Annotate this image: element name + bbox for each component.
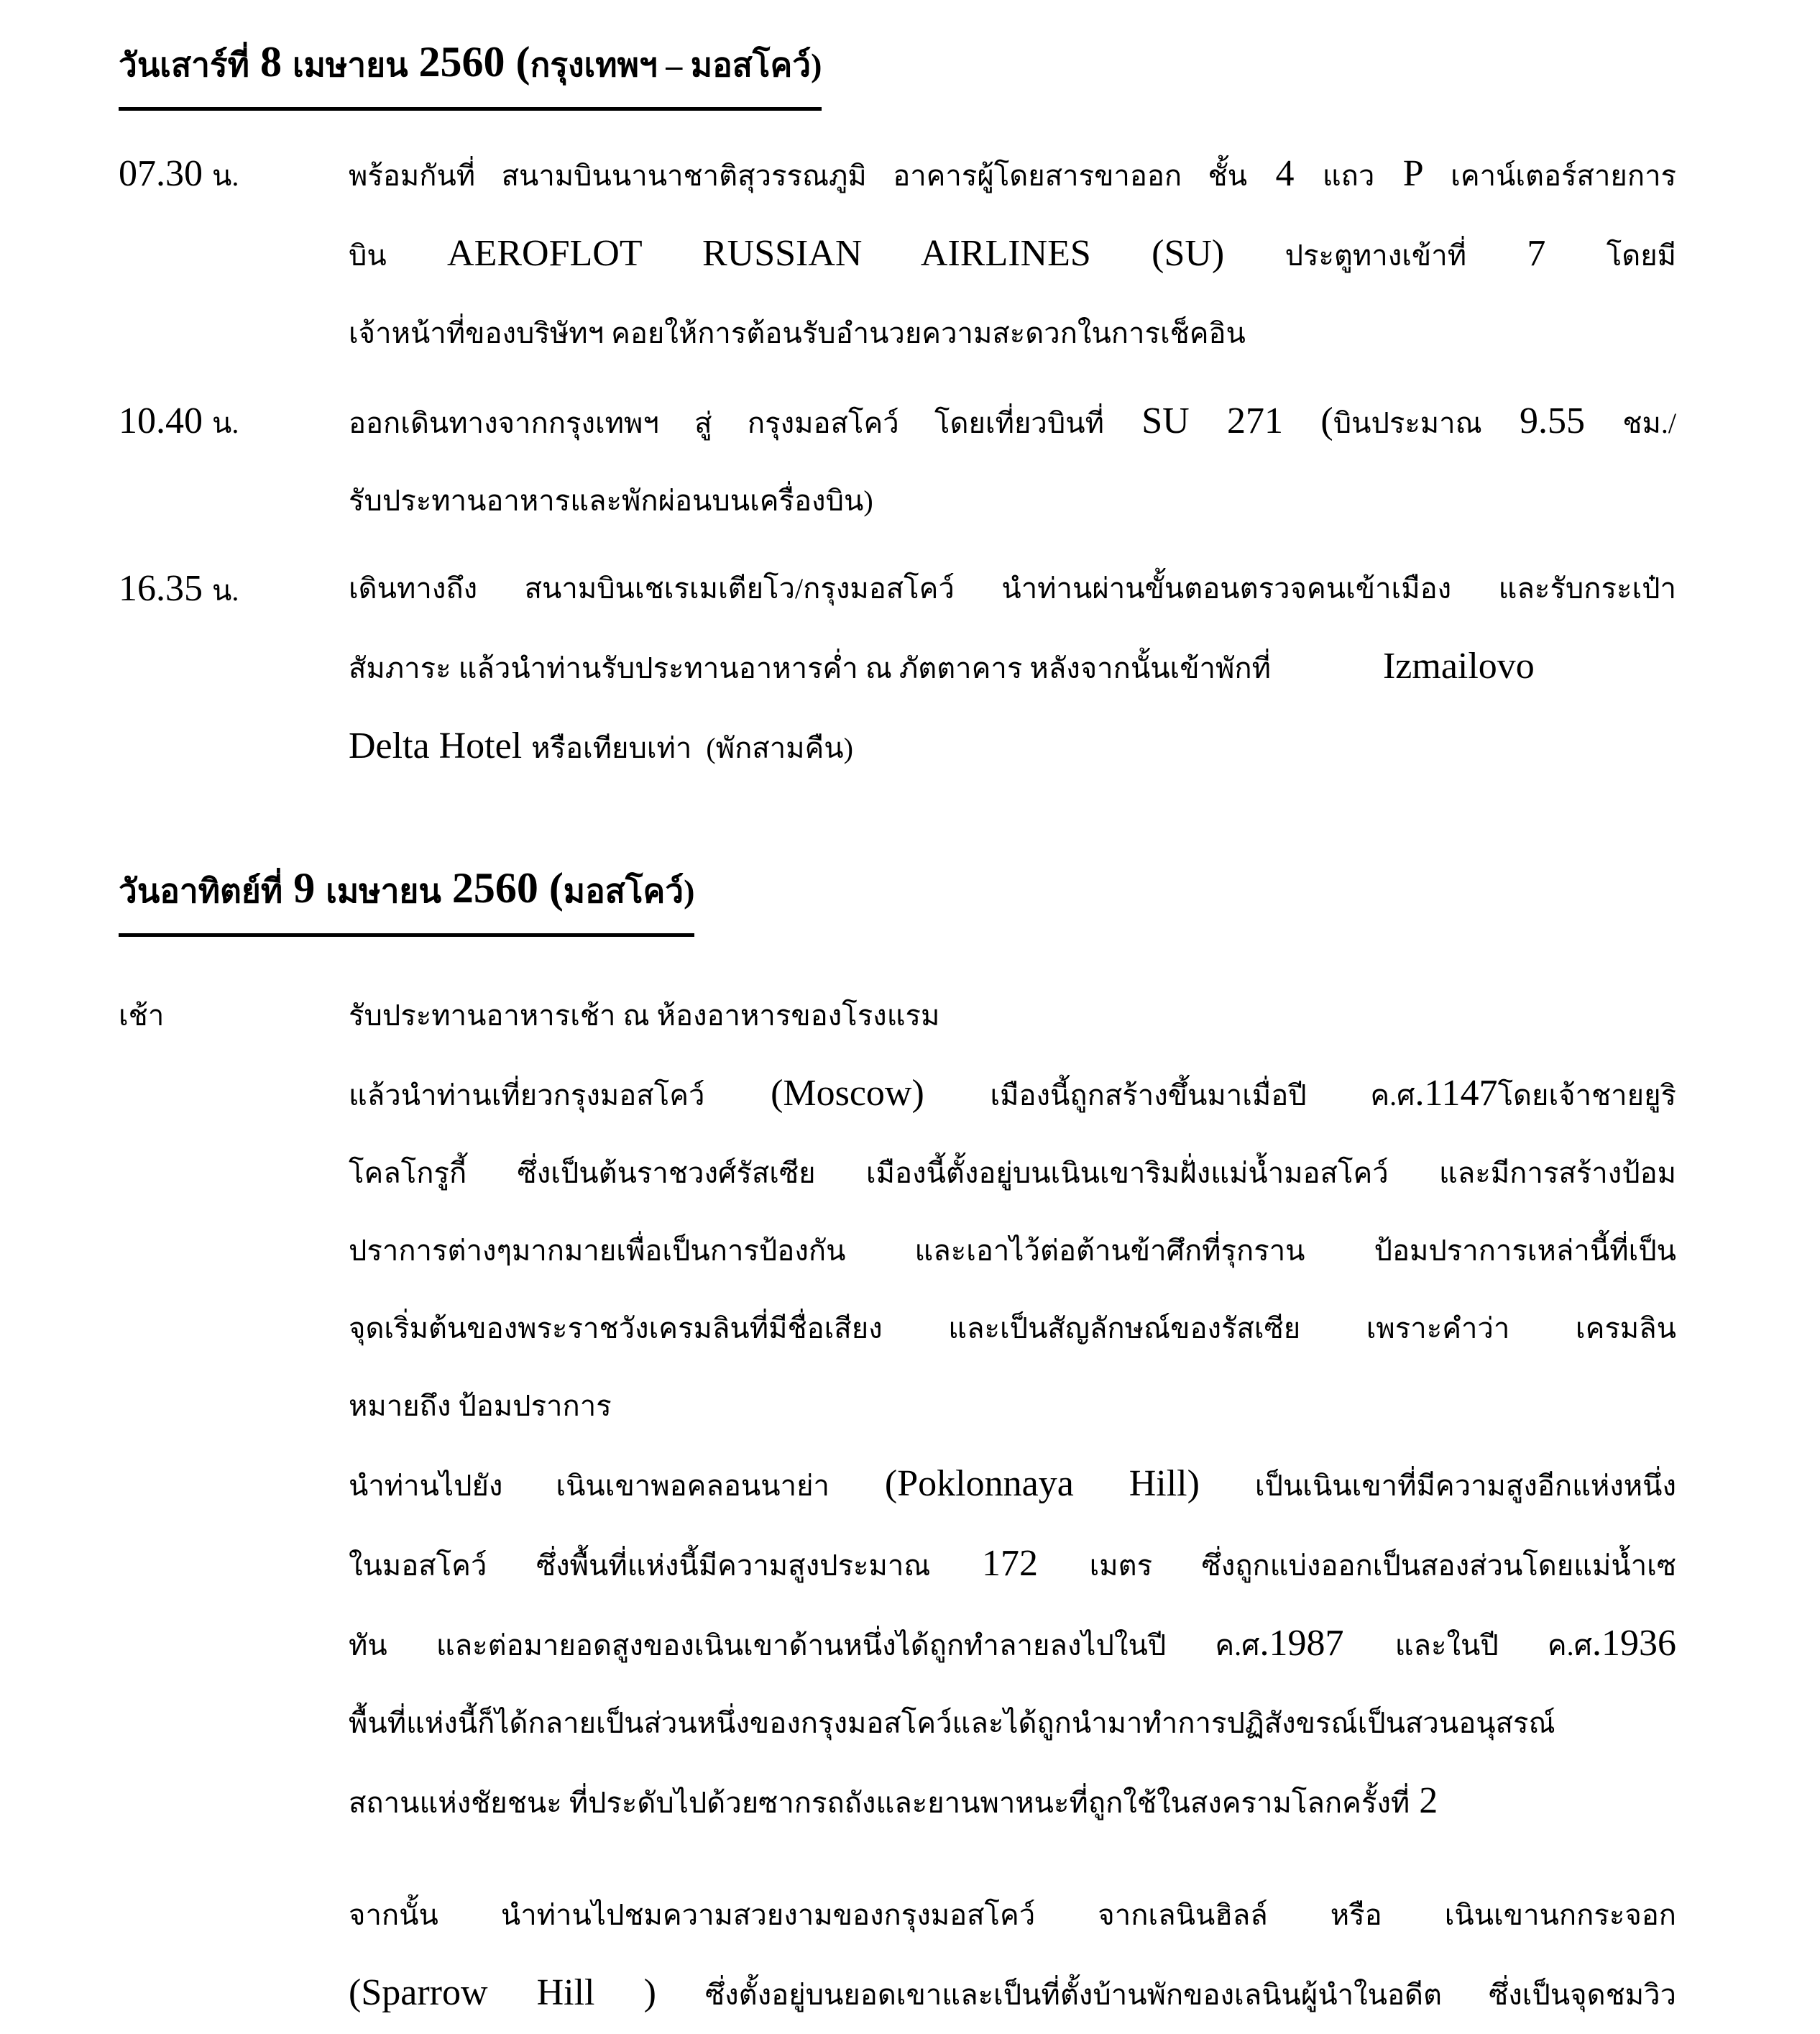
text-run: ห้องอาหารของโรงแรม xyxy=(656,999,940,1032)
text-run: กรุงมอสโคว์ xyxy=(747,407,899,439)
text-run xyxy=(1182,160,1208,192)
text-run xyxy=(615,999,622,1032)
text-run: พักสามคืน xyxy=(715,732,844,764)
text-run: และมีการสร้างป้อม xyxy=(1439,1157,1676,1189)
paragraph-line xyxy=(349,1954,1676,2034)
text-run: ปราการต่างๆมากมายเพื่อเป็นการป้องกัน xyxy=(349,1234,846,1267)
text-run: น xyxy=(212,407,232,439)
text-run: ค xyxy=(1215,1629,1235,1662)
text-run: น xyxy=(212,574,232,607)
text-run: Izmailovo xyxy=(1270,646,1535,687)
text-run: 7 xyxy=(1466,233,1607,274)
paragraph-line xyxy=(349,977,1676,1055)
itinerary-entry xyxy=(119,1877,1676,2034)
text-run: นำท่านผ่านขั้นตอนตรวจคนเข้าเมือง xyxy=(1001,572,1452,605)
text-run: เจ้าหน้าที่ของบริษัทฯ xyxy=(349,317,605,349)
paragraph-line xyxy=(349,382,1676,462)
paragraph-line xyxy=(349,1135,1676,1212)
text-run: เคาน์เตอร์สายการ xyxy=(1451,160,1677,192)
text-run: เช้า xyxy=(119,999,165,1032)
text-run: เมืองนี้ถูกสร้างขึ้นมาเมื่อปี xyxy=(990,1079,1307,1112)
text-run: P xyxy=(1374,153,1451,194)
text-run xyxy=(1022,652,1029,684)
text-run: ชั้น xyxy=(1208,160,1248,192)
text-run: ในมอสโคว์ xyxy=(349,1549,487,1582)
text-run: ( xyxy=(691,732,716,764)
text-run xyxy=(1389,1157,1439,1189)
text-run: จากนั้น xyxy=(349,1899,438,1931)
text-run: 2560 ( xyxy=(441,864,564,912)
text-run: แถว xyxy=(1322,160,1375,192)
text-run xyxy=(1509,1312,1576,1344)
paragraph-line xyxy=(349,1525,1676,1605)
text-run: สนามบินนานาชาติสุวรรณภูมิ xyxy=(501,160,867,192)
text-run: 2 xyxy=(1410,1780,1438,1821)
text-run: .1987 xyxy=(1259,1623,1395,1664)
text-run: หรือเทียบเท่า xyxy=(531,732,692,764)
text-run xyxy=(899,407,934,439)
text-run: นำท่านไปชมความสวยงามของกรุงมอสโคว์ xyxy=(500,1899,1036,1931)
text-run: คอยให้การต้อนรับอำนวยความสะดวกในการเช็คอิน xyxy=(611,317,1246,349)
text-run: และต่อมายอดสูงของเนินเขาด้านหนึ่งได้ถูกทำลายลงไปในปี xyxy=(436,1629,1167,1662)
text-run: . xyxy=(231,574,239,607)
text-run: 07.30 xyxy=(119,153,212,194)
paragraph-line xyxy=(349,1445,1676,1525)
text-run: น xyxy=(212,160,232,192)
text-run: เนินเขานกกระจอก xyxy=(1444,1899,1676,1931)
text-run: .1936 xyxy=(1592,1623,1677,1664)
text-run: พร้อมกันที่ xyxy=(349,160,476,192)
text-run: เนินเขาพอคลอนนาย่า xyxy=(556,1470,829,1502)
text-run: วันเสาร์ที่ xyxy=(119,47,249,83)
text-run: มอสโคว์ xyxy=(563,873,684,910)
text-run xyxy=(477,572,525,605)
text-run: 16.35 xyxy=(119,568,212,609)
text-run: ที่ประดับไปด้วยซากรถถังและยานพาหนะที่ถูกใช้ในสงครามโลกครั้งที่ xyxy=(569,1787,1410,1819)
entry-content xyxy=(349,977,1676,1842)
text-run: นำท่านไปยัง xyxy=(349,1470,503,1502)
day-heading-text xyxy=(119,849,694,937)
text-run xyxy=(487,1549,536,1582)
text-run xyxy=(387,1629,436,1662)
text-run: ณ xyxy=(622,999,650,1032)
day-heading xyxy=(119,849,1676,937)
paragraph-line xyxy=(349,135,1676,215)
entry-content xyxy=(349,1877,1676,2034)
text-run: ) xyxy=(684,873,695,910)
text-run: กรุงมอสโคว์ xyxy=(803,572,955,605)
text-run: ออกเดินทางจากกรุงเทพฯ xyxy=(349,407,659,439)
text-run xyxy=(1268,1899,1330,1931)
paragraph-line xyxy=(349,550,1676,628)
text-run: ทัน xyxy=(349,1629,387,1662)
text-run: เมษายน xyxy=(292,47,408,83)
text-run xyxy=(1499,1629,1548,1662)
paragraph-line xyxy=(349,628,1676,707)
paragraph-line xyxy=(349,1290,1676,1368)
text-run: ค xyxy=(1370,1079,1390,1112)
text-run xyxy=(712,407,748,439)
text-run xyxy=(867,160,893,192)
text-run: . xyxy=(1566,1629,1574,1662)
time-label xyxy=(119,135,349,215)
text-run xyxy=(1307,1079,1371,1112)
text-run: สนามบินเชเรเมเตียโว xyxy=(524,572,795,605)
text-run: สู่ xyxy=(694,407,712,439)
text-run xyxy=(1166,1629,1215,1662)
text-run: / xyxy=(794,572,804,605)
text-run: . xyxy=(231,407,239,439)
text-run: เมษายน xyxy=(326,873,441,910)
text-run: ประตูทางเข้าที่ xyxy=(1284,239,1467,272)
text-run: แล้วนำท่านเที่ยวกรุงมอสโคว์ xyxy=(349,1079,705,1112)
text-run: และเป็นสัญลักษณ์ของรัสเซีย xyxy=(948,1312,1301,1344)
text-run: 2560 ( xyxy=(408,38,530,86)
text-run: 8 xyxy=(249,38,293,86)
text-run: เป็นเนินเขาที่มีความสูงอีกแห่งหนึ่ง xyxy=(1254,1470,1677,1502)
text-run xyxy=(451,652,459,684)
text-run: ซึ่งเป็นต้นราชวงศ์รัสเซีย xyxy=(517,1157,816,1189)
text-run: เดินทางถึง xyxy=(349,572,478,605)
paragraph-line xyxy=(349,1877,1676,1954)
text-run xyxy=(892,652,899,684)
text-run: สัมภาระ xyxy=(349,652,451,684)
text-run xyxy=(659,407,694,439)
text-run: ศ xyxy=(1397,1079,1415,1112)
text-run xyxy=(816,1157,866,1189)
text-run: รับประทานอาหารเช้า xyxy=(349,999,616,1032)
text-run: 4 xyxy=(1247,153,1323,194)
text-run: เครมลิน xyxy=(1575,1312,1677,1344)
itinerary-entry xyxy=(119,382,1676,540)
text-run xyxy=(475,160,501,192)
text-run xyxy=(1035,1899,1098,1931)
text-run: 9 xyxy=(282,864,326,912)
text-run: โดยมี xyxy=(1606,239,1677,272)
text-run: ค xyxy=(1547,1629,1567,1662)
text-run xyxy=(451,1390,458,1422)
paragraph-line xyxy=(349,1762,1676,1842)
text-run: โดยเจ้าชายยูริ xyxy=(1497,1079,1676,1112)
text-run: อาคารผู้โดยสารขาออก xyxy=(893,160,1182,192)
text-run: หมายถึง xyxy=(349,1390,451,1422)
text-run: โคลโกรูกี้ xyxy=(349,1157,467,1189)
text-run xyxy=(1152,1549,1202,1582)
text-run: (Poklonnaya Hill) xyxy=(829,1463,1255,1504)
text-run: และเอาไว้ต่อต้านข้าศึกที่รุกราน xyxy=(914,1234,1305,1267)
text-run xyxy=(650,999,657,1032)
itinerary-entry xyxy=(119,550,1676,787)
text-run: ศ xyxy=(1241,1629,1260,1662)
text-run: เมตร xyxy=(1089,1549,1153,1582)
text-run: รับประทานอาหารและพักผ่อนบนเครื่องบิน xyxy=(349,485,864,517)
text-run: . xyxy=(1389,1079,1397,1112)
text-run xyxy=(1382,1899,1445,1931)
entry-content xyxy=(349,135,1676,372)
text-run: 10.40 xyxy=(119,400,212,441)
text-run: ภัตตาคาร xyxy=(898,652,1023,684)
text-run: AEROFLOT RUSSIAN AIRLINES (SU) xyxy=(386,233,1285,274)
text-run xyxy=(562,1787,569,1819)
text-run: ) xyxy=(811,47,822,83)
paragraph-line xyxy=(349,462,1676,540)
text-run: มอสโคว์ xyxy=(690,47,812,83)
text-run xyxy=(1451,572,1499,605)
text-run: ) xyxy=(843,732,853,764)
text-run: แล้วนำท่านรับประทานอาหารค่ำ xyxy=(458,652,858,684)
text-run: ซึ่งเป็นจุดชมวิว xyxy=(1489,1979,1677,2011)
paragraph-line xyxy=(349,295,1676,372)
text-run: พื้นที่แห่งนี้ก็ได้กลายเป็นส่วนหนึ่งของกรุงมอสโคว์และได้ถูกนำมาทำการปฏิสังขรณ์เป็นสวนอนุสรณ์ xyxy=(349,1707,1555,1739)
paragraph-line xyxy=(349,215,1676,295)
text-run: . xyxy=(1234,1629,1242,1662)
text-run: (Moscow) xyxy=(704,1073,991,1114)
paragraph-line xyxy=(349,1055,1676,1135)
text-run: ซึ่งตั้งอยู่บนยอดเขาและเป็นที่ตั้งบ้านพักของเลนินผู้นำในอดีต xyxy=(704,1979,1442,2011)
text-run: ซึ่งถูกแบ่งออกเป็นสองส่วนโดยแม่น้ำเซ xyxy=(1201,1549,1676,1582)
text-run: หรือ xyxy=(1330,1899,1382,1931)
paragraph-line xyxy=(349,1368,1676,1445)
text-run: และรับกระเป๋า xyxy=(1498,572,1677,605)
entry-content xyxy=(349,550,1676,787)
text-run: ป้อมปราการ xyxy=(458,1390,612,1422)
text-run: ) xyxy=(863,485,873,517)
text-run: จากเลนินฮิลล์ xyxy=(1098,1899,1268,1931)
day-heading xyxy=(119,23,1676,111)
time-label xyxy=(119,977,349,1055)
itinerary-entry xyxy=(119,977,1676,1842)
text-run: 9.55 xyxy=(1481,400,1623,441)
text-run: และในปี xyxy=(1394,1629,1499,1662)
text-run: ชม xyxy=(1622,407,1661,439)
text-run xyxy=(858,652,865,684)
paragraph-line xyxy=(349,1605,1676,1685)
text-run xyxy=(604,317,611,349)
text-run: หลังจากนั้นเข้าพักที่ xyxy=(1029,652,1271,684)
text-run: ณ xyxy=(865,652,892,684)
text-run: กรุงเทพฯ xyxy=(530,47,658,83)
text-run: สถานแห่งชัยชนะ xyxy=(349,1787,562,1819)
text-run: จุดเริ่มต้นของพระราชวังเครมลินที่มีชื่อเสียง xyxy=(349,1312,883,1344)
paragraph-line xyxy=(349,1685,1676,1762)
text-run: โดยเที่ยวบินที่ xyxy=(934,407,1104,439)
text-run: บินประมาณ xyxy=(1333,407,1482,439)
text-run: 172 xyxy=(930,1543,1090,1584)
text-run xyxy=(1300,1312,1366,1344)
text-run: (Sparrow Hill ) xyxy=(349,1972,705,2013)
text-run: ซึ่งพื้นที่แห่งนี้มีความสูงประมาณ xyxy=(536,1549,931,1582)
text-run: เพราะคำว่า xyxy=(1366,1312,1510,1344)
text-run: . xyxy=(231,160,239,192)
text-run: .1147 xyxy=(1415,1073,1498,1114)
text-run xyxy=(883,1312,949,1344)
text-run: SU 271 ( xyxy=(1103,400,1333,441)
text-run: เมืองนี้ตั้งอยู่บนเนินเขาริมฝั่งแม่น้ำมอสโคว์ xyxy=(865,1157,1389,1189)
text-run: ./ xyxy=(1660,407,1677,439)
text-run xyxy=(845,1234,914,1267)
text-run: บิน xyxy=(349,239,387,272)
itinerary-entry xyxy=(119,135,1676,372)
text-run: ป้อมปราการเหล่านี้ที่เป็น xyxy=(1374,1234,1676,1267)
text-run: วันอาทิตย์ที่ xyxy=(119,873,283,910)
text-run: ศ xyxy=(1573,1629,1593,1662)
paragraph-line xyxy=(349,1212,1676,1290)
text-run xyxy=(1442,1979,1489,2011)
entry-content xyxy=(349,382,1676,540)
time-label xyxy=(119,550,349,630)
time-label xyxy=(119,382,349,462)
text-run xyxy=(438,1899,501,1931)
text-run: Delta Hotel xyxy=(349,725,532,766)
text-run xyxy=(467,1157,517,1189)
day-heading-text xyxy=(119,23,822,111)
text-run xyxy=(1305,1234,1374,1267)
text-run: – xyxy=(657,47,691,83)
text-run xyxy=(955,572,1002,605)
paragraph-line xyxy=(349,707,1676,787)
text-run xyxy=(502,1470,556,1502)
